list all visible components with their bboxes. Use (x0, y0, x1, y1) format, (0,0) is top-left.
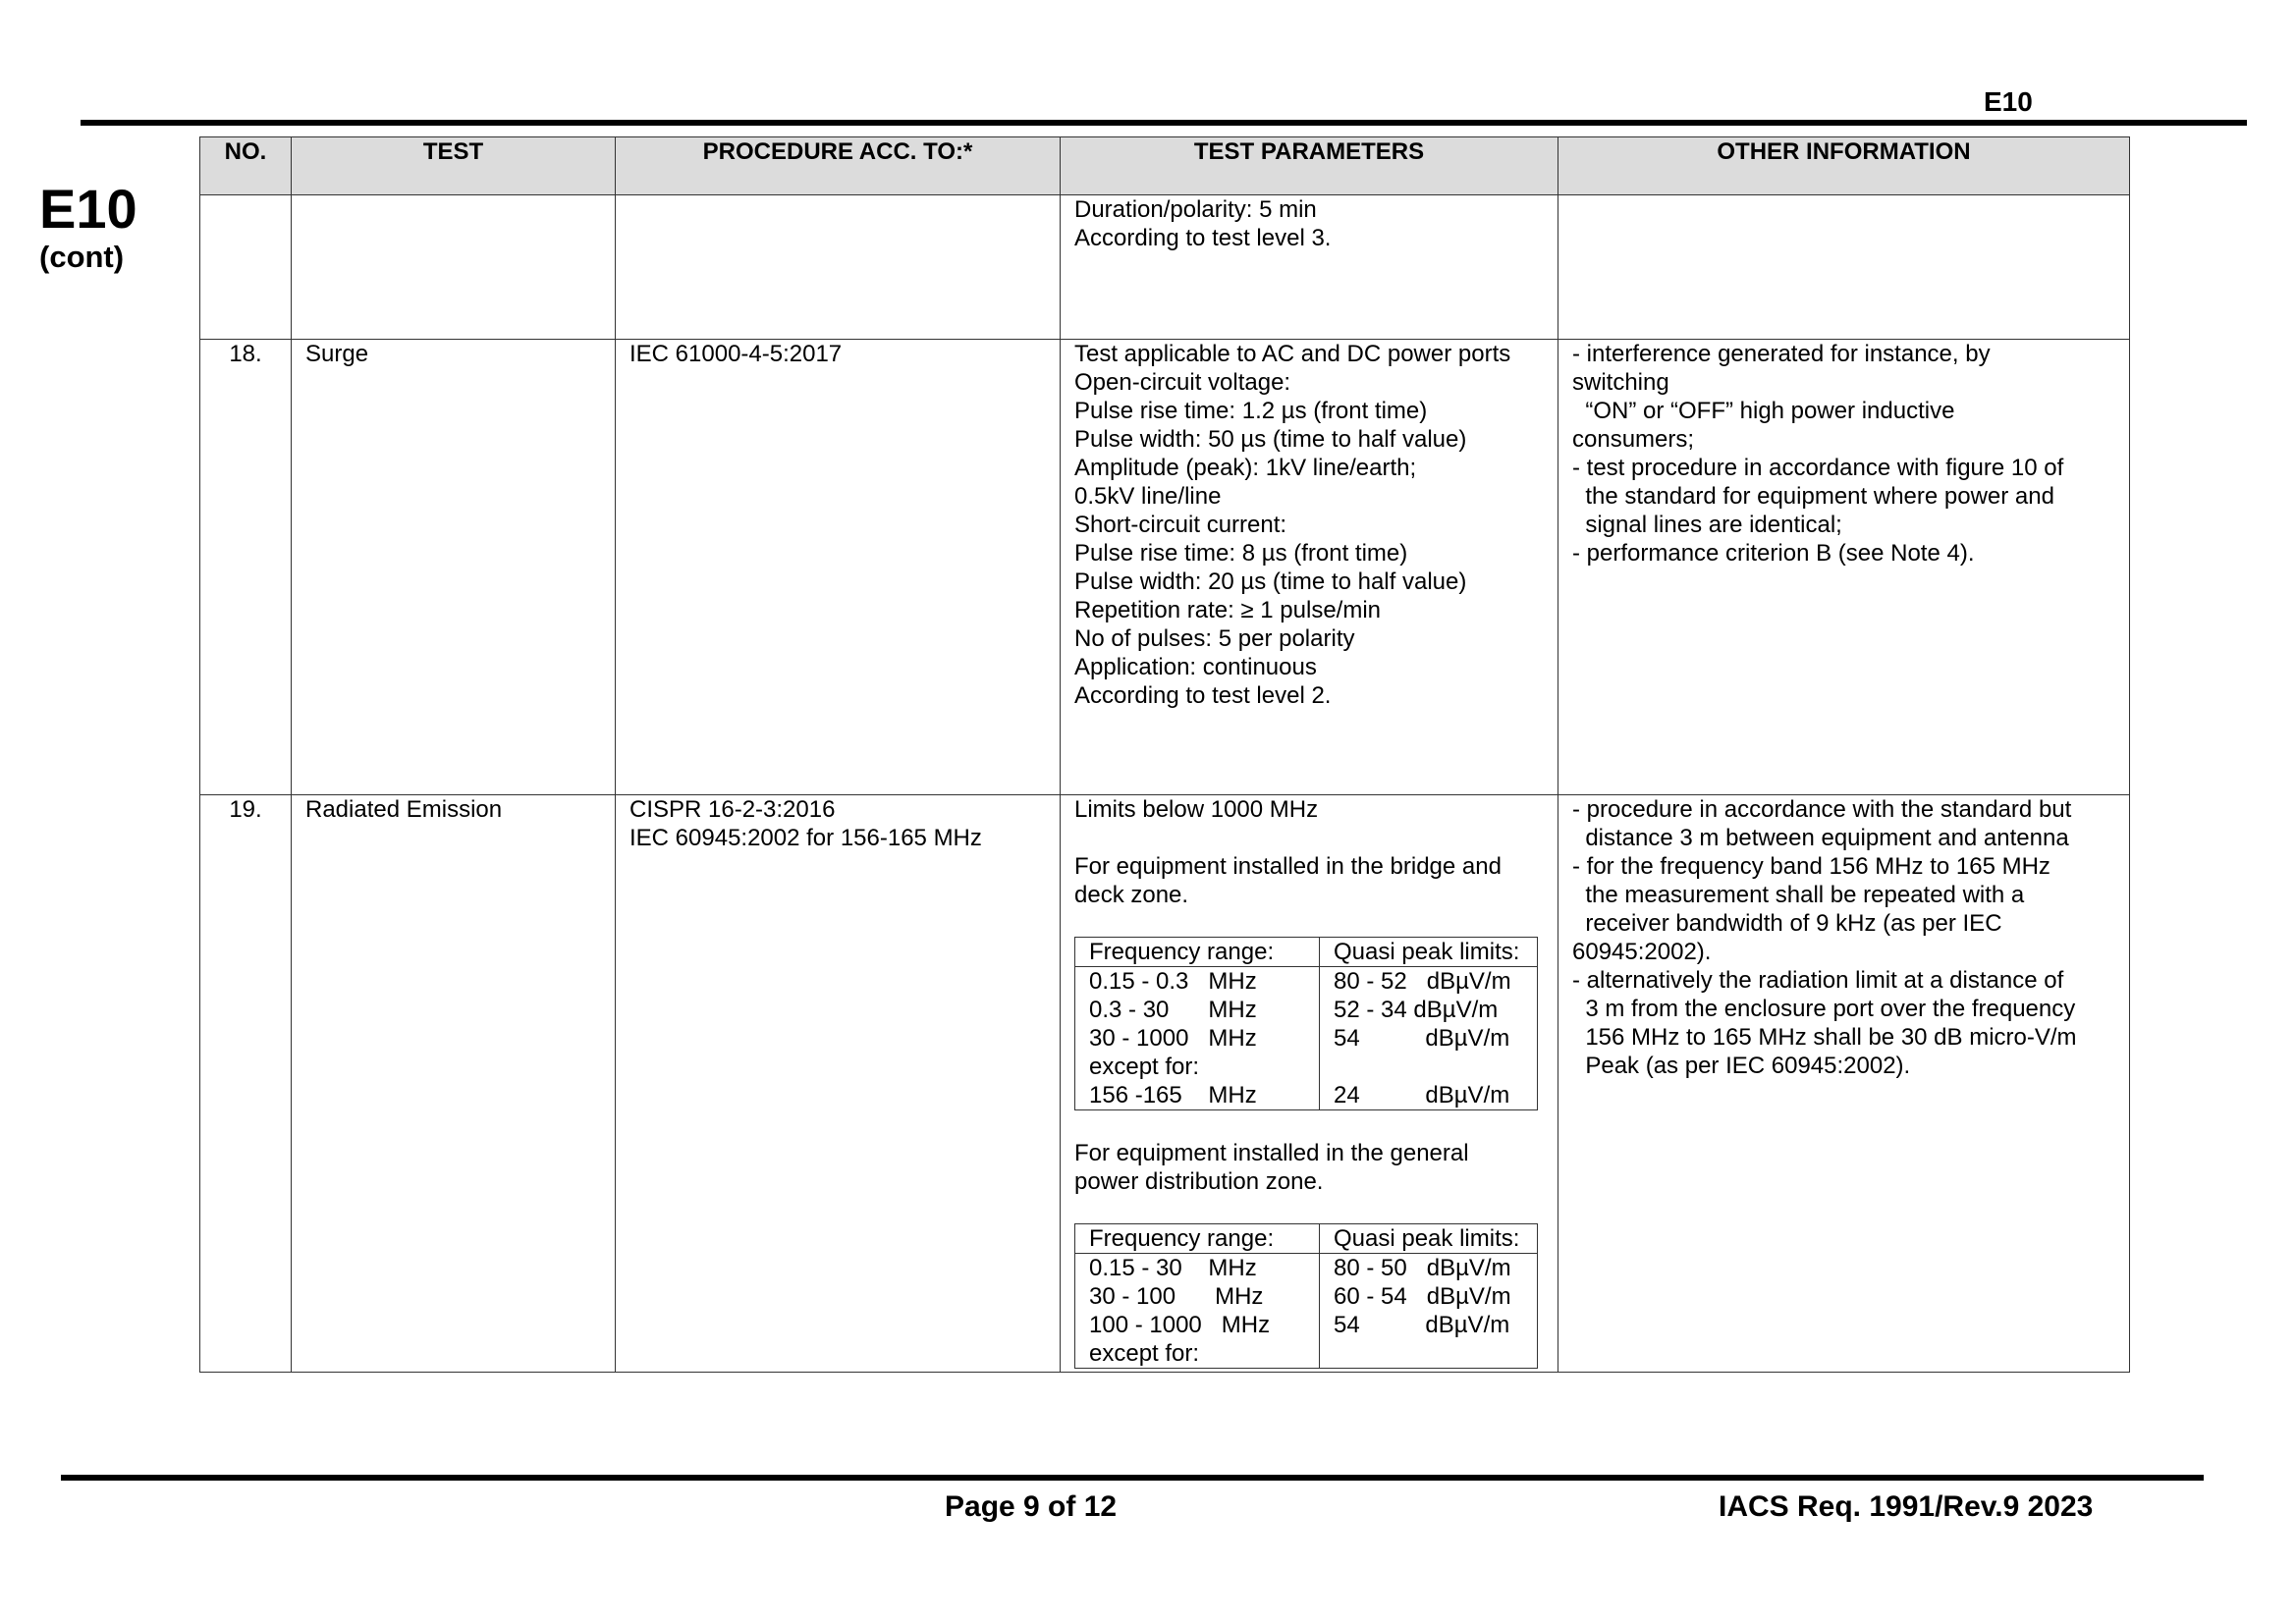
frequency-value: except for: (1089, 1054, 1200, 1080)
limit-value: 24 dBµV/m (1334, 1082, 1510, 1108)
other-line: - interference generated for instance, by (1572, 341, 1991, 367)
limit-value: 54 dBµV/m (1334, 1025, 1510, 1052)
param-line: Pulse rise time: 1.2 µs (front time) (1074, 398, 1428, 424)
general-limits-table (1074, 1223, 1538, 1369)
frequency-value: 156 -165 MHz (1089, 1082, 1257, 1108)
limit-value: 54 dBµV/m (1334, 1312, 1510, 1338)
cell-test: Radiated Emission (292, 795, 616, 1373)
other-line: 156 MHz to 165 MHz shall be 30 dB micro-V/m (1572, 1024, 2077, 1051)
param-line: Short-circuit current: (1074, 512, 1287, 538)
header-code: E10 (1984, 86, 2033, 117)
frequency-value: 30 - 1000 MHz (1089, 1025, 1257, 1052)
frequency-value: except for: (1089, 1340, 1200, 1367)
cell-no: 19. (200, 795, 292, 1373)
col-header-no: NO. (200, 137, 292, 195)
param-line: Pulse width: 50 µs (time to half value) (1074, 426, 1467, 453)
sub-col-frequency (1075, 1254, 1320, 1369)
test-table (199, 136, 2130, 1373)
other-line: distance 3 m between equipment and antenna (1572, 825, 2069, 851)
col-header-procedure: PROCEDURE ACC. TO:* (616, 137, 1061, 195)
limit-value: 52 - 34 dBµV/m (1334, 997, 1499, 1023)
other-line: signal lines are identical; (1572, 512, 1842, 538)
col-header-test: TEST (292, 137, 616, 195)
sub-header-frequency: Frequency range: (1075, 1224, 1320, 1254)
bottom-rule (61, 1475, 2204, 1481)
limit-value: 80 - 52 dBµV/m (1334, 968, 1511, 995)
frequency-value: 0.15 - 0.3 MHz (1089, 968, 1257, 995)
col-header-parameters: TEST PARAMETERS (1061, 137, 1558, 195)
cell-other (1558, 340, 2130, 795)
sub-header-frequency: Frequency range: (1075, 938, 1320, 967)
param-line: Repetition rate: ≥ 1 pulse/min (1074, 597, 1381, 623)
frequency-value: 30 - 100 MHz (1089, 1283, 1264, 1310)
limit-value (1334, 1339, 1523, 1368)
cell-test (292, 195, 616, 340)
other-line: 60945:2002). (1572, 939, 1712, 965)
other-line: “ON” or “OFF” high power inductive (1572, 398, 1955, 424)
param-line: Pulse width: 20 µs (time to half value) (1074, 568, 1467, 595)
top-rule (81, 120, 2247, 126)
param-line: Amplitude (peak): 1kV line/earth; (1074, 455, 1417, 481)
table-header-row (200, 137, 2130, 195)
table-row-continued (200, 195, 2130, 340)
cell-parameters (1061, 795, 1558, 1373)
bridge-limits-table (1074, 937, 1538, 1110)
document-reference: IACS Req. 1991/Rev.9 2023 (1719, 1490, 2094, 1523)
limit-value: 60 - 54 dBµV/m (1334, 1283, 1511, 1310)
bridge-text-line: For equipment installed in the bridge and (1074, 853, 1502, 880)
param-line: According to test level 3. (1074, 225, 1332, 251)
cell-no: 18. (200, 340, 292, 795)
limit-value: 80 - 50 dBµV/m (1334, 1255, 1511, 1281)
cell-parameters (1061, 340, 1558, 795)
bridge-text-line: deck zone. (1074, 882, 1189, 908)
sub-col-frequency (1075, 967, 1320, 1110)
procedure-line: IEC 60945:2002 for 156-165 MHz (629, 825, 982, 851)
other-line: receiver bandwidth of 9 kHz (as per IEC (1572, 910, 2002, 937)
cell-no (200, 195, 292, 340)
param-line: Duration/polarity: 5 min (1074, 196, 1317, 223)
sub-header-limits: Quasi peak limits: (1320, 1224, 1538, 1254)
other-line: consumers; (1572, 426, 1695, 453)
frequency-value: 100 - 1000 MHz (1089, 1312, 1271, 1338)
other-line: - for the frequency band 156 MHz to 165 MHz (1572, 853, 2050, 880)
side-subtitle: (cont) (39, 240, 125, 274)
cell-parameters (1061, 195, 1558, 340)
cell-other (1558, 195, 2130, 340)
table-row-18 (200, 340, 2130, 795)
param-line: Application: continuous (1074, 654, 1317, 680)
param-line: Open-circuit voltage: (1074, 369, 1291, 396)
other-line: - performance criterion B (see Note 4). (1572, 540, 1975, 567)
param-line: No of pulses: 5 per polarity (1074, 625, 1355, 652)
side-label (39, 179, 137, 275)
frequency-value: 0.3 - 30 MHz (1089, 997, 1257, 1023)
page-number: Page 9 of 12 (945, 1490, 1118, 1523)
other-line: - procedure in accordance with the standard but (1572, 796, 2072, 823)
other-line: - alternatively the radiation limit at a distance of (1572, 967, 2064, 994)
cell-procedure (616, 195, 1061, 340)
cell-procedure: IEC 61000-4-5:2017 (616, 340, 1061, 795)
side-title: E10 (39, 178, 137, 240)
sub-header-limits: Quasi peak limits: (1320, 938, 1538, 967)
general-text-line: power distribution zone. (1074, 1168, 1324, 1195)
other-line: the measurement shall be repeated with a (1572, 882, 2025, 908)
procedure-line: CISPR 16-2-3:2016 (629, 796, 836, 823)
sub-col-limits (1320, 1254, 1538, 1369)
col-header-other: OTHER INFORMATION (1558, 137, 2130, 195)
table-row-19 (200, 795, 2130, 1373)
param-line: 0.5kV line/line (1074, 483, 1222, 510)
general-text-line: For equipment installed in the general (1074, 1140, 1469, 1166)
sub-col-limits (1320, 967, 1538, 1110)
cell-test: Surge (292, 340, 616, 795)
other-line: Peak (as per IEC 60945:2002). (1572, 1053, 1911, 1079)
other-line: the standard for equipment where power and (1572, 483, 2054, 510)
cell-other (1558, 795, 2130, 1373)
param-line: Test applicable to AC and DC power ports (1074, 341, 1511, 367)
param-line: According to test level 2. (1074, 682, 1332, 709)
frequency-value: 0.15 - 30 MHz (1089, 1255, 1257, 1281)
other-line: 3 m from the enclosure port over the frequency (1572, 996, 2076, 1022)
param-line: Pulse rise time: 8 µs (front time) (1074, 540, 1408, 567)
param-intro: Limits below 1000 MHz (1074, 796, 1319, 823)
cell-procedure (616, 795, 1061, 1373)
limit-value (1334, 1053, 1523, 1081)
other-line: - test procedure in accordance with figure 10 of (1572, 455, 2064, 481)
other-line: switching (1572, 369, 1669, 396)
